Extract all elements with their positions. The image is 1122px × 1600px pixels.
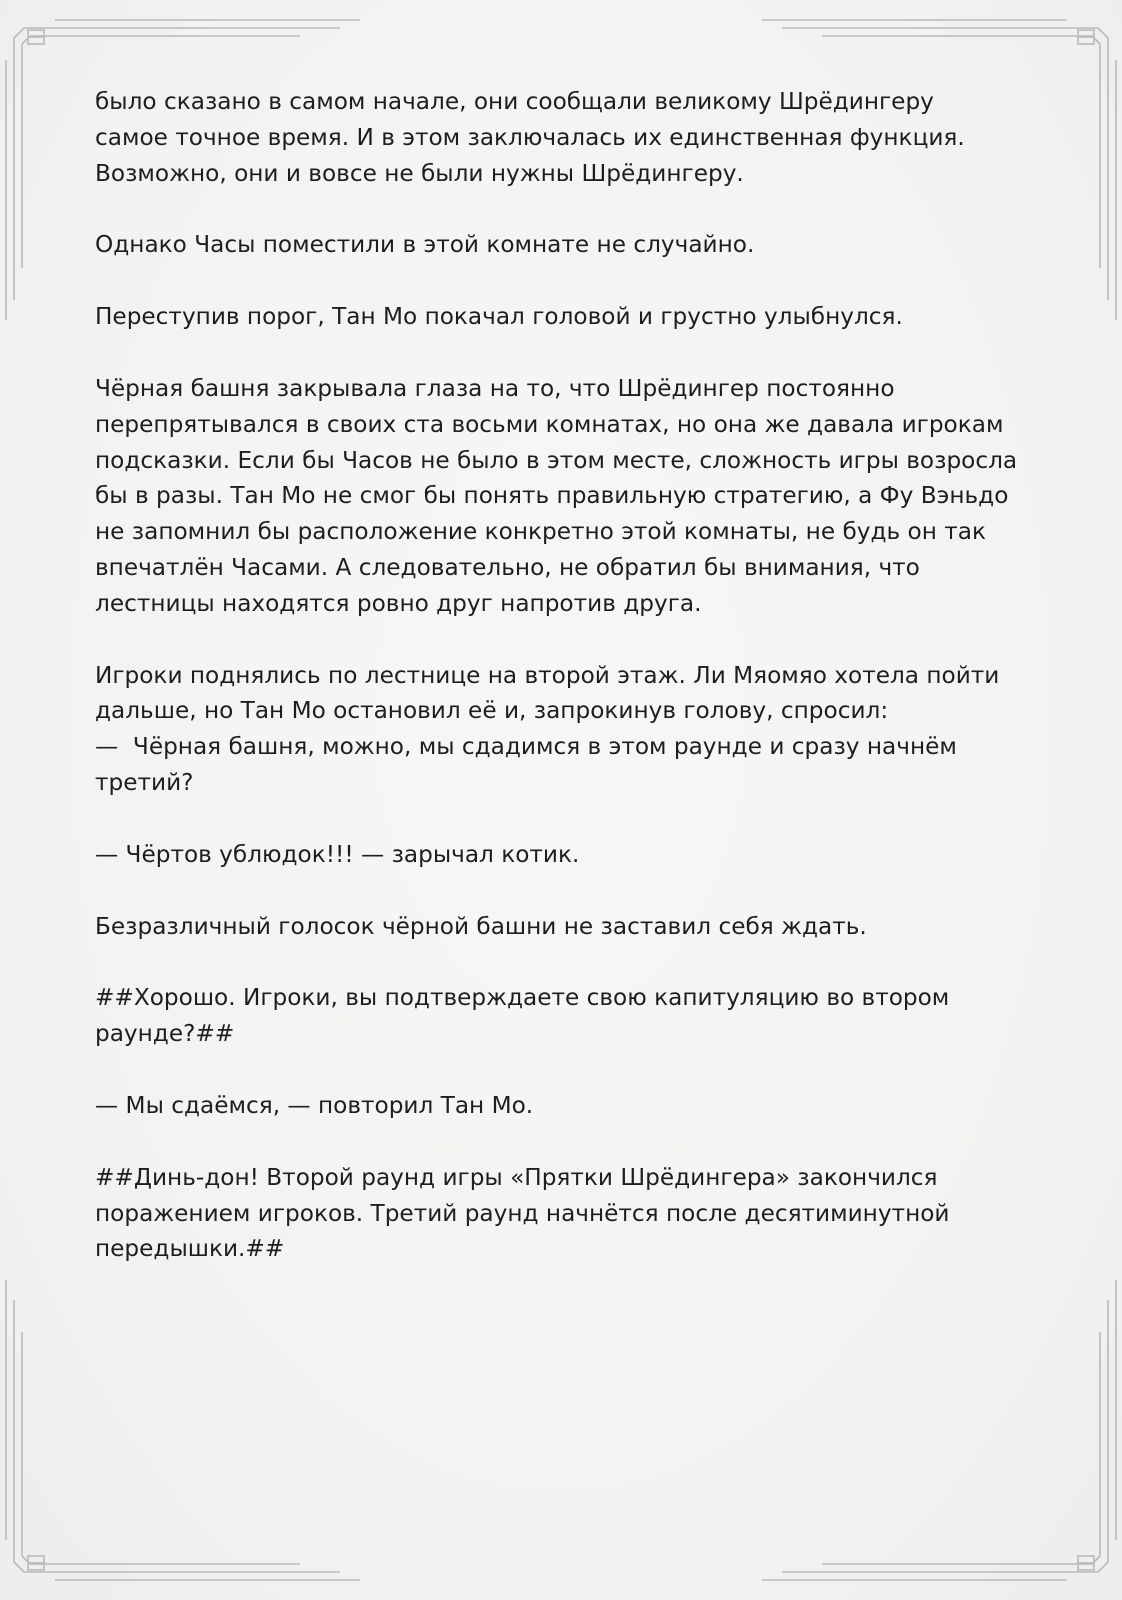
paragraph-10: ##Динь-дон! Второй раунд игры «Прятки Шрёдингера» закончился поражением игроков. Третий раунд начнётся после десятиминутной передышки.##: [95, 1163, 950, 1263]
paragraph-5: Игроки поднялись по лестнице на второй этаж. Ли Мяомяо хотела пойти дальше, но Тан Мо остановил её и, запрокинув голову, спросил: — Чёрная башня, можно, мы сдадимся в этом раунде и сразу начнём третий?: [95, 661, 1000, 796]
paragraph-4: Чёрная башня закрывала глаза на то, что Шрёдингер постоянно перепрятывался в своих ста восьми комнатах, но она же давала игрокам подсказки. Если бы Часов не было в этом месте, сложность игры возросла бы в разы. Тан Мо не смог бы понять правильную стратегию, а Фу Вэньдо не запомнил бы расположение конкретно этой комнаты, не будь он так впечатлён Часами. А следовательно, не обратил бы внимания, что лестницы находятся ровно друг напротив друга.: [95, 374, 1018, 617]
paragraph-1: было сказано в самом начале, они сообщали великому Шрёдингеру самое точное время. И в этом заключалась их единственная функция. Возможно, они и вовсе не были нужны Шрёдингеру.: [95, 88, 965, 187]
paragraph-6: — Чёртов ублюдок!!! — зарычал котик.: [95, 840, 580, 868]
paragraph-7: Безразличный голосок чёрной башни не заставил себя ждать.: [95, 912, 867, 940]
paragraph-9: — Мы сдаёмся, — повторил Тан Мо.: [95, 1091, 534, 1119]
paragraph-2: Однако Часы поместили в этой комнате не случайно.: [95, 231, 755, 259]
document-text: [95, 84, 1035, 1303]
paragraph-3: Переступив порог, Тан Мо покачал головой и грустно улыбнулся.: [95, 303, 903, 331]
paragraph-8: ##Хорошо. Игроки, вы подтверждаете свою капитуляцию во втором раунде?##: [95, 984, 950, 1048]
